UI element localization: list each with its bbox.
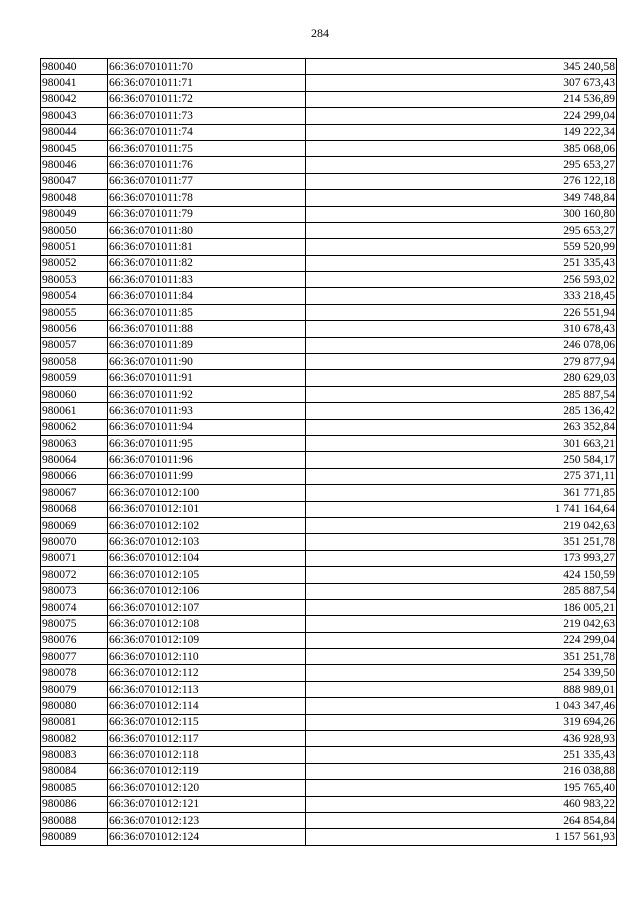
cadastral-number-cell: 66:36:0701012:103 [108,534,306,550]
record-number-cell: 980049 [41,206,108,222]
cadastral-value-cell: 351 251,78 [306,649,617,665]
cadastral-number-cell: 66:36:0701011:75 [108,140,306,156]
cadastral-value-cell: 888 989,01 [306,681,617,697]
record-number-cell: 980061 [41,403,108,419]
cadastral-value-cell: 436 928,93 [306,731,617,747]
record-number-cell: 980084 [41,763,108,779]
table-row [41,468,617,484]
cadastral-number-cell: 66:36:0701012:117 [108,731,306,747]
table-row [41,370,617,386]
cadastral-value-cell: 559 520,99 [306,239,617,255]
cadastral-value-cell: 361 771,85 [306,485,617,501]
cadastral-value-cell: 1 741 164,64 [306,501,617,517]
record-number-cell: 980047 [41,173,108,189]
cadastral-number-cell: 66:36:0701011:72 [108,91,306,107]
record-number-cell: 980052 [41,255,108,271]
record-number-cell: 980053 [41,272,108,288]
cadastral-value-cell: 195 765,40 [306,780,617,796]
cadastral-number-cell: 66:36:0701012:105 [108,567,306,583]
cadastral-value-cell: 263 352,84 [306,419,617,435]
table-row [41,616,617,632]
cadastral-value-cell: 307 673,43 [306,75,617,91]
table-row [41,632,617,648]
record-number-cell: 980070 [41,534,108,550]
record-number-cell: 980068 [41,501,108,517]
cadastral-number-cell: 66:36:0701012:100 [108,485,306,501]
record-number-cell: 980058 [41,354,108,370]
cadastral-number-cell: 66:36:0701011:77 [108,173,306,189]
cadastral-value-cell: 279 877,94 [306,354,617,370]
cadastral-value-cell: 351 251,78 [306,534,617,550]
cadastral-number-cell: 66:36:0701011:91 [108,370,306,386]
cadastral-value-cell: 333 218,45 [306,288,617,304]
cadastral-number-cell: 66:36:0701011:93 [108,403,306,419]
cadastral-number-cell: 66:36:0701012:102 [108,517,306,533]
table-row [41,403,617,419]
cadastral-value-cell: 460 983,22 [306,796,617,812]
cadastral-value-cell: 214 536,89 [306,91,617,107]
cadastral-value-cell: 254 339,50 [306,665,617,681]
table-row [41,534,617,550]
table-row [41,304,617,320]
table-row [41,354,617,370]
table-row [41,222,617,238]
cadastral-number-cell: 66:36:0701011:71 [108,75,306,91]
record-number-cell: 980046 [41,157,108,173]
cadastral-value-cell: 216 038,88 [306,763,617,779]
cadastral-number-cell: 66:36:0701012:115 [108,714,306,730]
table-row [41,59,617,75]
cadastral-value-cell: 280 629,03 [306,370,617,386]
cadastral-value-cell: 219 042,63 [306,517,617,533]
cadastral-number-cell: 66:36:0701011:95 [108,435,306,451]
record-number-cell: 980075 [41,616,108,632]
record-number-cell: 980086 [41,796,108,812]
table-row [41,599,617,615]
cadastral-value-cell: 173 993,27 [306,550,617,566]
record-number-cell: 980051 [41,239,108,255]
cadastral-value-cell: 219 042,63 [306,616,617,632]
record-number-cell: 980064 [41,452,108,468]
cadastral-value-cell: 295 653,27 [306,157,617,173]
cadastral-number-cell: 66:36:0701012:114 [108,698,306,714]
cadastral-number-cell: 66:36:0701011:81 [108,239,306,255]
cadastral-number-cell: 66:36:0701012:113 [108,681,306,697]
cadastral-value-cell: 250 584,17 [306,452,617,468]
table-row [41,517,617,533]
cadastral-number-cell: 66:36:0701011:83 [108,272,306,288]
cadastral-value-cell: 186 005,21 [306,599,617,615]
table-row [41,452,617,468]
page-number: 284 [311,26,329,40]
cadastral-number-cell: 66:36:0701011:80 [108,222,306,238]
record-number-cell: 980045 [41,140,108,156]
record-number-cell: 980071 [41,550,108,566]
cadastral-number-cell: 66:36:0701011:89 [108,337,306,353]
table-row [41,75,617,91]
cadastral-number-cell: 66:36:0701012:112 [108,665,306,681]
cadastral-number-cell: 66:36:0701011:74 [108,124,306,140]
cadastral-number-cell: 66:36:0701011:79 [108,206,306,222]
record-number-cell: 980044 [41,124,108,140]
cadastral-number-cell: 66:36:0701012:124 [108,829,306,845]
cadastral-number-cell: 66:36:0701011:84 [108,288,306,304]
record-number-cell: 980042 [41,91,108,107]
cadastral-value-cell: 301 663,21 [306,435,617,451]
record-number-cell: 980040 [41,59,108,75]
table-row [41,747,617,763]
record-number-cell: 980073 [41,583,108,599]
table-row [41,780,617,796]
cadastral-number-cell: 66:36:0701012:118 [108,747,306,763]
cadastral-value-cell: 300 160,80 [306,206,617,222]
table-row [41,583,617,599]
record-number-cell: 980062 [41,419,108,435]
cadastral-number-cell: 66:36:0701011:70 [108,59,306,75]
record-number-cell: 980048 [41,190,108,206]
record-number-cell: 980055 [41,304,108,320]
cadastral-value-cell: 385 068,06 [306,140,617,156]
cadastral-value-cell: 275 371,11 [306,468,617,484]
table-row [41,108,617,124]
cadastral-number-cell: 66:36:0701011:73 [108,108,306,124]
table-row [41,419,617,435]
cadastral-value-cell: 424 150,59 [306,567,617,583]
table-row [41,550,617,566]
cadastral-value-cell: 295 653,27 [306,222,617,238]
record-number-cell: 980078 [41,665,108,681]
table-row [41,435,617,451]
record-number-cell: 980057 [41,337,108,353]
cadastral-value-cell: 345 240,58 [306,59,617,75]
cadastral-value-cell: 226 551,94 [306,304,617,320]
table-row [41,190,617,206]
cadastral-value-cell: 264 854,84 [306,812,617,828]
cadastral-number-cell: 66:36:0701011:85 [108,304,306,320]
cadastral-number-cell: 66:36:0701011:99 [108,468,306,484]
cadastral-value-cell: 1 157 561,93 [306,829,617,845]
record-number-cell: 980050 [41,222,108,238]
record-number-cell: 980066 [41,468,108,484]
table-row [41,140,617,156]
cadastral-number-cell: 66:36:0701011:82 [108,255,306,271]
record-number-cell: 980041 [41,75,108,91]
cadastral-number-cell: 66:36:0701011:76 [108,157,306,173]
cadastral-value-cell: 246 078,06 [306,337,617,353]
table-row [41,698,617,714]
record-number-cell: 980069 [41,517,108,533]
record-number-cell: 980089 [41,829,108,845]
table-row [41,255,617,271]
record-number-cell: 980080 [41,698,108,714]
record-number-cell: 980081 [41,714,108,730]
table-row [41,173,617,189]
record-number-cell: 980054 [41,288,108,304]
record-number-cell: 980083 [41,747,108,763]
table-row [41,124,617,140]
cadastral-value-cell: 349 748,84 [306,190,617,206]
cadastral-value-cell: 251 335,43 [306,747,617,763]
record-number-cell: 980076 [41,632,108,648]
table-row [41,812,617,828]
record-number-cell: 980072 [41,567,108,583]
table-row [41,485,617,501]
table-row [41,763,617,779]
record-number-cell: 980079 [41,681,108,697]
cadastral-number-cell: 66:36:0701011:88 [108,321,306,337]
cadastral-number-cell: 66:36:0701012:123 [108,812,306,828]
record-number-cell: 980056 [41,321,108,337]
table-row [41,206,617,222]
table-row [41,665,617,681]
table-row [41,714,617,730]
table-row [41,731,617,747]
cadastral-number-cell: 66:36:0701012:106 [108,583,306,599]
cadastral-value-cell: 285 136,42 [306,403,617,419]
record-number-cell: 980059 [41,370,108,386]
cadastral-number-cell: 66:36:0701011:94 [108,419,306,435]
cadastral-number-cell: 66:36:0701011:78 [108,190,306,206]
cadastral-number-cell: 66:36:0701012:109 [108,632,306,648]
cadastral-number-cell: 66:36:0701012:108 [108,616,306,632]
table-row [41,649,617,665]
cadastral-number-cell: 66:36:0701012:121 [108,796,306,812]
cadastral-value-cell: 1 043 347,46 [306,698,617,714]
cadastral-value-cell: 285 887,54 [306,386,617,402]
cadastral-number-cell: 66:36:0701011:92 [108,386,306,402]
table-row [41,681,617,697]
table-row [41,91,617,107]
table-row [41,796,617,812]
cadastral-number-cell: 66:36:0701012:120 [108,780,306,796]
cadastral-number-cell: 66:36:0701012:110 [108,649,306,665]
record-number-cell: 980060 [41,386,108,402]
table-body [41,59,617,846]
cadastral-value-cell: 224 299,04 [306,632,617,648]
cadastral-value-cell: 310 678,43 [306,321,617,337]
record-number-cell: 980067 [41,485,108,501]
cadastral-value-cell: 319 694,26 [306,714,617,730]
record-number-cell: 980085 [41,780,108,796]
record-number-cell: 980088 [41,812,108,828]
table-row [41,501,617,517]
cadastral-number-cell: 66:36:0701012:104 [108,550,306,566]
cadastral-number-cell: 66:36:0701011:90 [108,354,306,370]
record-number-cell: 980043 [41,108,108,124]
cadastral-value-cell: 276 122,18 [306,173,617,189]
table-row [41,272,617,288]
cadastral-number-cell: 66:36:0701012:107 [108,599,306,615]
cadastral-value-cell: 285 887,54 [306,583,617,599]
table-row [41,567,617,583]
table-row [41,239,617,255]
cadastral-value-table [40,58,617,846]
cadastral-value-cell: 251 335,43 [306,255,617,271]
cadastral-value-cell: 224 299,04 [306,108,617,124]
cadastral-number-cell: 66:36:0701012:119 [108,763,306,779]
record-number-cell: 980063 [41,435,108,451]
cadastral-number-cell: 66:36:0701012:101 [108,501,306,517]
record-number-cell: 980082 [41,731,108,747]
cadastral-value-cell: 256 593,02 [306,272,617,288]
table-row [41,157,617,173]
table-row [41,321,617,337]
record-number-cell: 980077 [41,649,108,665]
table-row [41,386,617,402]
cadastral-number-cell: 66:36:0701011:96 [108,452,306,468]
table-row [41,337,617,353]
table-row [41,829,617,845]
cadastral-value-cell: 149 222,34 [306,124,617,140]
table-row [41,288,617,304]
record-number-cell: 980074 [41,599,108,615]
